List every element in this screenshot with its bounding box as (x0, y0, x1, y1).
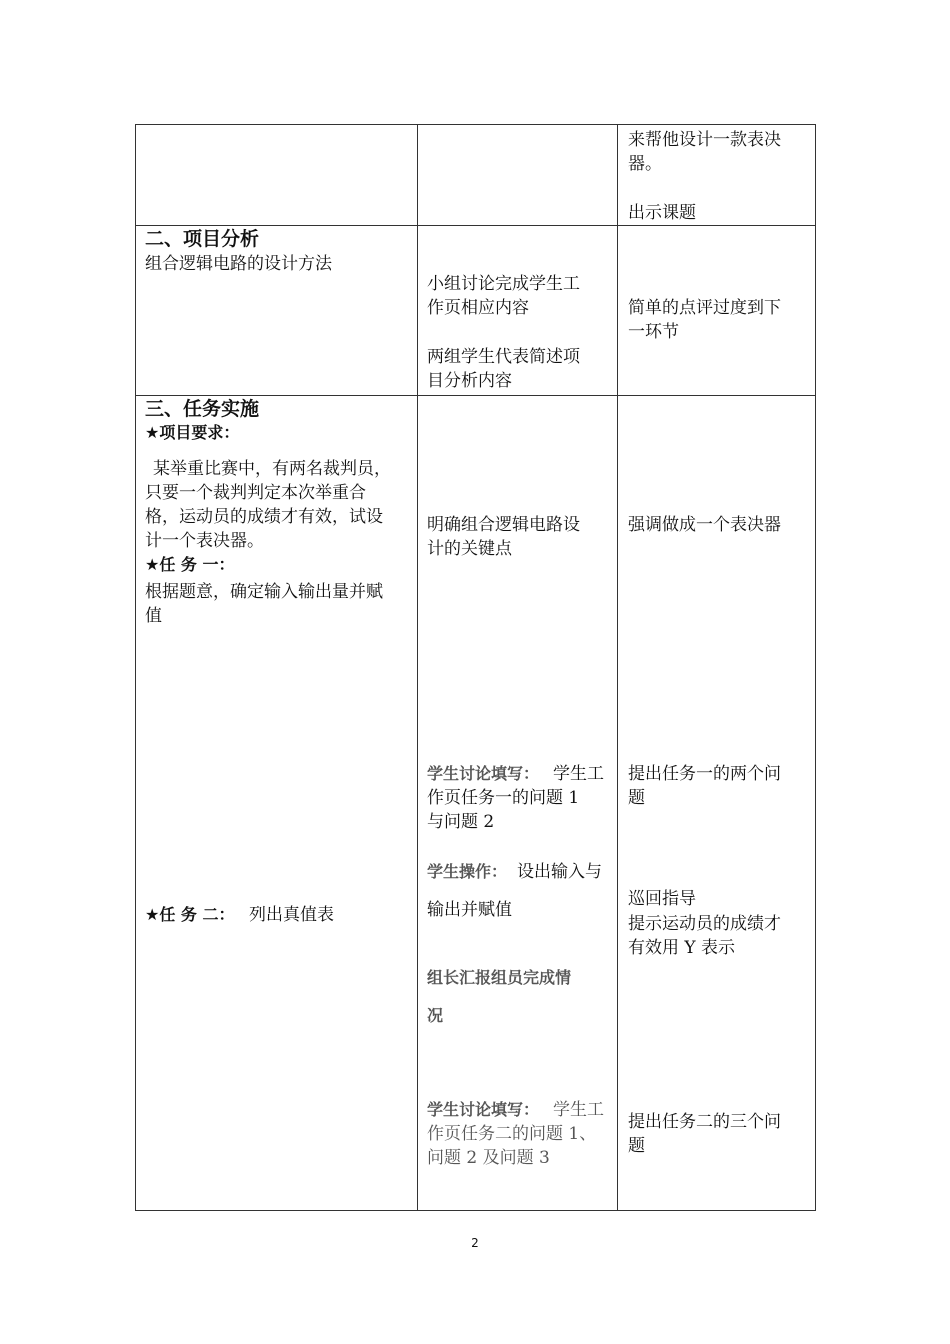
row2-col1-text: 组合逻辑电路的设计方法 (145, 254, 332, 274)
row1-col3-line2: 器。 (628, 154, 662, 174)
row3-col3-d-line1: 提出任务二的三个问 (628, 1112, 781, 1132)
row3-col3-c-line3: 有效用 Y 表示 (628, 938, 736, 958)
row2-col2-line4: 目分析内容 (427, 371, 512, 391)
row3-col2-d-line1: 组长汇报组员完成情 (427, 968, 572, 987)
row3-col2-b-label: 学生讨论填写： (427, 764, 540, 783)
row3-col3-d-line2: 题 (628, 1136, 645, 1156)
row3-col2-b-line1: 学生工 (553, 764, 604, 784)
task2-text: 列出真值表 (249, 905, 334, 925)
row2-col2-line2: 作页相应内容 (427, 298, 529, 318)
row3-col2-b-line3: 与问题 2 (427, 812, 495, 832)
row1-col3-line3: 出示课题 (628, 203, 696, 223)
project-requirements-label: ★项目要求： (145, 423, 240, 442)
row3-col2-e-line2: 作页任务二的问题 1、 (427, 1124, 597, 1144)
row3-col2-e-line1: 学生工 (553, 1100, 604, 1120)
requirement-line2: 只要一个裁判判定本次举重合 (145, 483, 366, 503)
row1-col3-line1: 来帮他设计一款表决 (628, 130, 781, 150)
section-heading-analysis: 二、项目分析 (145, 228, 260, 250)
row3-col3-b-line2: 题 (628, 788, 645, 808)
lesson-table (135, 124, 816, 1211)
requirement-line1: 某举重比赛中，有两名裁判员， (153, 459, 391, 479)
row-divider-1 (136, 225, 815, 226)
row3-col2-c-label: 学生操作： (427, 862, 508, 881)
row3-col2-d-line2: 况 (427, 1006, 444, 1025)
task1-label: ★任 务 一： (145, 555, 235, 574)
row3-col2-c-line2: 输出并赋值 (427, 900, 512, 920)
task2-label: ★任 务 二： (145, 905, 235, 924)
row3-col3-a: 强调做成一个表决器 (628, 515, 781, 535)
row3-col2-b-line2: 作页任务一的问题 1 (427, 788, 580, 808)
row3-col2-a-line2: 计的关键点 (427, 539, 512, 559)
row3-col3-c-line2: 提示运动员的成绩才 (628, 914, 781, 934)
row3-col2-e-line3: 问题 2 及问题 3 (427, 1148, 550, 1168)
row3-col3-c-line1: 巡回指导 (628, 889, 696, 909)
task1-line2: 值 (145, 606, 162, 626)
page-number: 2 (471, 1236, 479, 1250)
row2-col3-line1: 简单的点评过度到下 (628, 298, 781, 318)
requirement-line4: 计一个表决器。 (145, 531, 264, 551)
row2-col2-line1: 小组讨论完成学生工 (427, 274, 580, 294)
section-heading-implementation: 三、任务实施 (145, 398, 260, 420)
column-divider-2 (617, 125, 618, 1210)
row3-col2-c-line1: 设出输入与 (517, 862, 602, 882)
row2-col3-line2: 一环节 (628, 322, 679, 342)
row-divider-2 (136, 395, 815, 396)
row2-col2-line3: 两组学生代表简述项 (427, 347, 580, 367)
row3-col3-b-line1: 提出任务一的两个问 (628, 764, 781, 784)
row3-col2-e-label: 学生讨论填写： (427, 1100, 540, 1119)
requirement-line3: 格，运动员的成绩才有效，试设 (145, 507, 383, 527)
row3-col2-a-line1: 明确组合逻辑电路设 (427, 515, 580, 535)
column-divider-1 (417, 125, 418, 1210)
task1-line1: 根据题意，确定输入输出量并赋 (145, 582, 383, 602)
